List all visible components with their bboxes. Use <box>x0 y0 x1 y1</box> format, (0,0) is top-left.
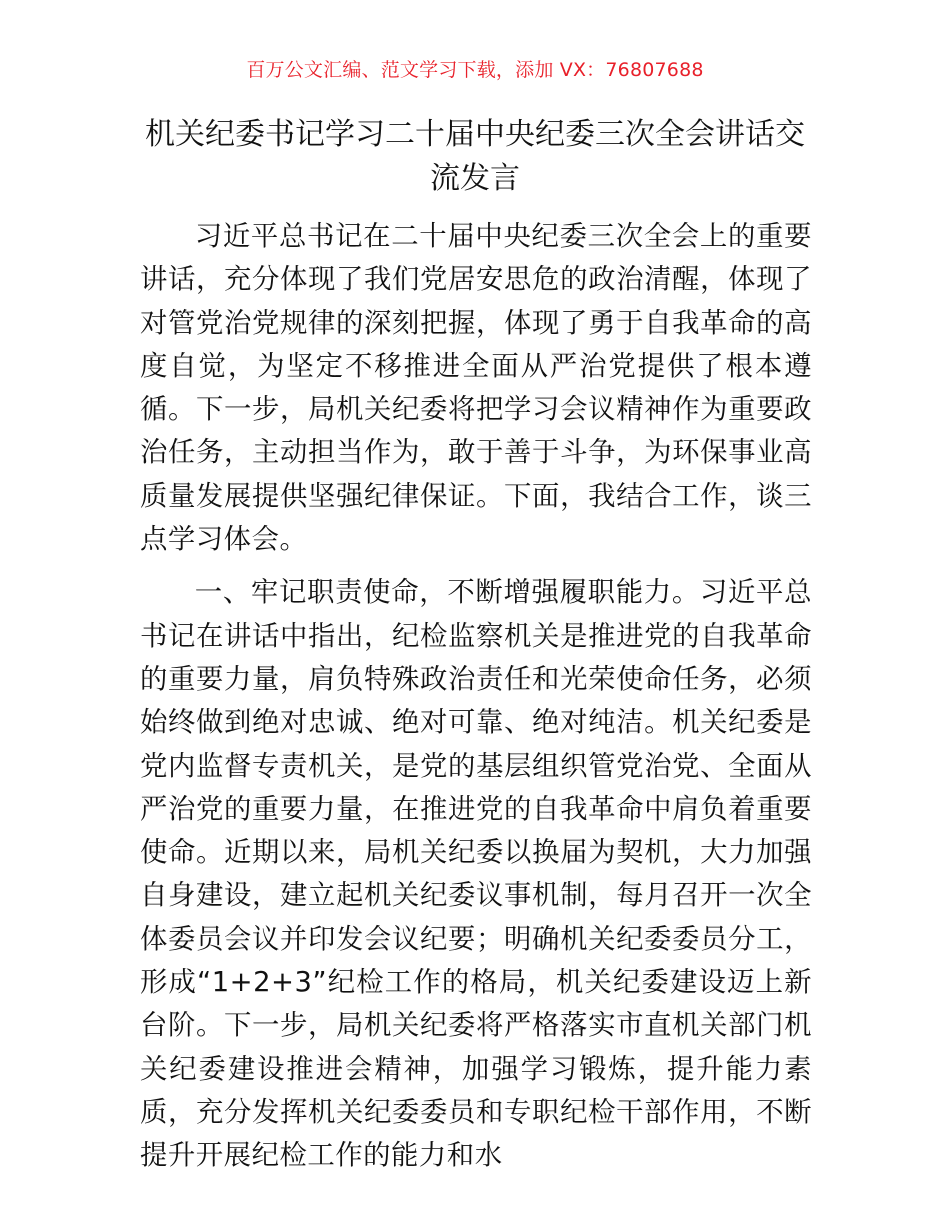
paragraph-intro: 习近平总书记在二十届中央纪委三次全会上的重要讲话，充分体现了我们党居安思危的政治清醒，体现了对管党治党规律的深刻把握，体现了勇于自我革命的高度自觉，为坚定不移推进全面从严治党提供了根本遵循。下一步，局机关纪委将把学习会议精神作为重要政治任务，主动担当作为，敢于善于斗争，为环保事业高质量发展提供坚强纪律保证。下面，我结合工作，谈三点学习体会。 <box>140 221 812 556</box>
document-title: 机关纪委书记学习二十届中央纪委三次全会讲话交流发言 <box>145 117 805 196</box>
document-body <box>140 215 812 1188</box>
paragraph-section-one: 一、牢记职责使命，不断增强履职能力。习近平总书记在讲话中指出，纪检监察机关是推进党的自我革命的重要力量，肩负特殊政治责任和光荣使命任务，必须始终做到绝对忠诚、绝对可靠、绝对纯洁。机关纪委是党内监督专责机关，是党的基层组织管党治党、全面从严治党的重要力量，在推进党的自我革命中肩负着重要使命。近期以来，局机关纪委以换届为契机，大力加强自身建设，建立起机关纪委议事机制，每月召开一次全体委员会议并印发会议纪要；明确机关纪委委员分工，形成“1+2+3”纪检工作的格局，机关纪委建设迈上新台阶。下一步，局机关纪委将严格落实市直机关部门机关纪委建设推进会精神，加强学习锻炼，提升能力素质，充分发挥机关纪委委员和专职纪检干部作用，不断提升开展纪检工作的能力和水 <box>140 577 812 1172</box>
header-notice: 百万公文汇编、范文学习下载，添加 VX：76807688 <box>246 59 704 81</box>
